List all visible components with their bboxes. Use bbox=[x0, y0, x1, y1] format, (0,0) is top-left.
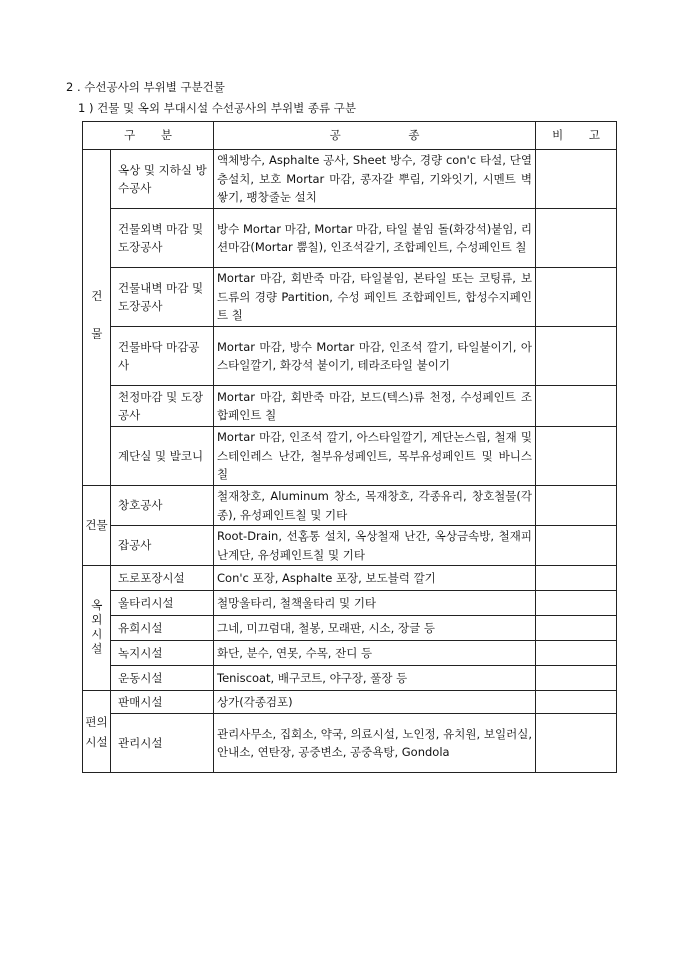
note-cell bbox=[536, 427, 617, 486]
part-cell: 도로포장시설 bbox=[111, 566, 214, 591]
part-cell: 건물바닥 마감공사 bbox=[111, 327, 214, 386]
note-cell bbox=[536, 616, 617, 641]
part-cell: 관리시설 bbox=[111, 714, 214, 773]
subsection-heading: 1 ) 건물 및 옥외 부대시설 수선공사의 부위별 종류 구분 bbox=[78, 101, 356, 115]
part-cell: 계단실 및 발코니 bbox=[111, 427, 214, 486]
table-row bbox=[83, 691, 617, 714]
part-cell: 유희시설 bbox=[111, 616, 214, 641]
header-work-type: 공 종 bbox=[214, 122, 536, 150]
group-building-fixtures: 건물 bbox=[83, 486, 111, 566]
part-cell: 천정마감 및 도장공사 bbox=[111, 386, 214, 427]
part-cell: 판매시설 bbox=[111, 691, 214, 714]
note-cell bbox=[536, 641, 617, 666]
note-cell bbox=[536, 486, 617, 526]
note-cell bbox=[536, 691, 617, 714]
work-cell: Mortar 마감, 회반죽 마감, 보드(텍스)류 천정, 수성페인트 조합페인트 칠 bbox=[214, 386, 536, 427]
note-cell bbox=[536, 268, 617, 327]
part-cell: 운동시설 bbox=[111, 666, 214, 691]
part-cell: 건물외벽 마감 및 도장공사 bbox=[111, 209, 214, 268]
table-row bbox=[83, 486, 617, 526]
work-cell: Mortar 마감, 회반죽 마감, 타일붙임, 본타일 또는 코팅류, 보드류의 경량 Partition, 수성 페인트 조합페인트, 합성수지페인트 칠 bbox=[214, 268, 536, 327]
table-row bbox=[83, 714, 617, 773]
table-row bbox=[83, 327, 617, 386]
section-heading: 2 . 수선공사의 부위별 구분건물 bbox=[66, 80, 225, 94]
work-cell: 철재창호, Aluminum 창소, 목재창호, 각종유리, 창호철물(각종), 유성페인트칠 및 기타 bbox=[214, 486, 536, 526]
group-amenities: 편의시설 bbox=[83, 691, 111, 773]
work-cell: 관리사무소, 집회소, 약국, 의료시설, 노인정, 유치원, 보일러실, 안내소, 연탄장, 공중변소, 공중욕탕, Gondola bbox=[214, 714, 536, 773]
work-cell: 방수 Mortar 마감, Mortar 마감, 타일 붙임 돌(화강석)붙임, 리션마감(Mortar 뿜칠), 인조석갈기, 조합페인트, 수성페인트 칠 bbox=[214, 209, 536, 268]
note-cell bbox=[536, 327, 617, 386]
note-cell bbox=[536, 591, 617, 616]
table-row bbox=[83, 666, 617, 691]
note-cell bbox=[536, 150, 617, 209]
table-row bbox=[83, 268, 617, 327]
table-row bbox=[83, 526, 617, 566]
group-building: 건 물 bbox=[83, 150, 111, 486]
table-row bbox=[83, 150, 617, 209]
table-row bbox=[83, 641, 617, 666]
note-cell bbox=[536, 666, 617, 691]
note-cell bbox=[536, 386, 617, 427]
work-cell: 상가(각종검포) bbox=[214, 691, 536, 714]
table-row bbox=[83, 427, 617, 486]
work-cell: 화단, 분수, 연못, 수목, 잔디 등 bbox=[214, 641, 536, 666]
header-remarks: 비 고 bbox=[536, 122, 617, 150]
work-cell: Teniscoat, 배구코트, 야구장, 풀장 등 bbox=[214, 666, 536, 691]
table-header-row bbox=[83, 122, 617, 150]
work-cell: Con'c 포장, Asphalte 포장, 보도블럭 깔기 bbox=[214, 566, 536, 591]
work-cell: Root-Drain, 선홈통 설치, 옥상철재 난간, 옥상금속방, 철재피난계단, 유성페인트칠 및 기타 bbox=[214, 526, 536, 566]
part-cell: 창호공사 bbox=[111, 486, 214, 526]
table-row bbox=[83, 386, 617, 427]
note-cell bbox=[536, 714, 617, 773]
part-cell: 잡공사 bbox=[111, 526, 214, 566]
part-cell: 옥상 및 지하실 방수공사 bbox=[111, 150, 214, 209]
table-row bbox=[83, 616, 617, 641]
table-row bbox=[83, 591, 617, 616]
table-row bbox=[83, 209, 617, 268]
part-cell: 건물내벽 마감 및 도장공사 bbox=[111, 268, 214, 327]
work-cell: 그네, 미끄럼대, 철봉, 모래판, 시소, 장글 등 bbox=[214, 616, 536, 641]
group-outdoor: 옥외시설 bbox=[83, 566, 111, 691]
table-row bbox=[83, 566, 617, 591]
note-cell bbox=[536, 566, 617, 591]
part-cell: 녹지시설 bbox=[111, 641, 214, 666]
work-cell: Mortar 마감, 인조석 깔기, 아스타일깔기, 계단논스립, 철재 및 스테인레스 난간, 철부유성페인트, 목부유성페인트 및 바니스 칠 bbox=[214, 427, 536, 486]
work-cell: 액체방수, Asphalte 공사, Sheet 방수, 경량 con'c 타설, 단열층설치, 보호 Mortar 마감, 콩자갈 뿌림, 기와잇기, 시멘트 벽쌓기, 팽창줄눈 설치 bbox=[214, 150, 536, 209]
header-category: 구 분 bbox=[83, 122, 214, 150]
work-cell: Mortar 마감, 방수 Mortar 마감, 인조석 깔기, 타일붙이기, 아스타일깔기, 화강석 붙이기, 테라조타일 붙이기 bbox=[214, 327, 536, 386]
note-cell bbox=[536, 209, 617, 268]
note-cell bbox=[536, 526, 617, 566]
work-cell: 철망울타리, 철책울타리 및 기타 bbox=[214, 591, 536, 616]
repair-work-table bbox=[82, 121, 617, 773]
part-cell: 울타리시설 bbox=[111, 591, 214, 616]
